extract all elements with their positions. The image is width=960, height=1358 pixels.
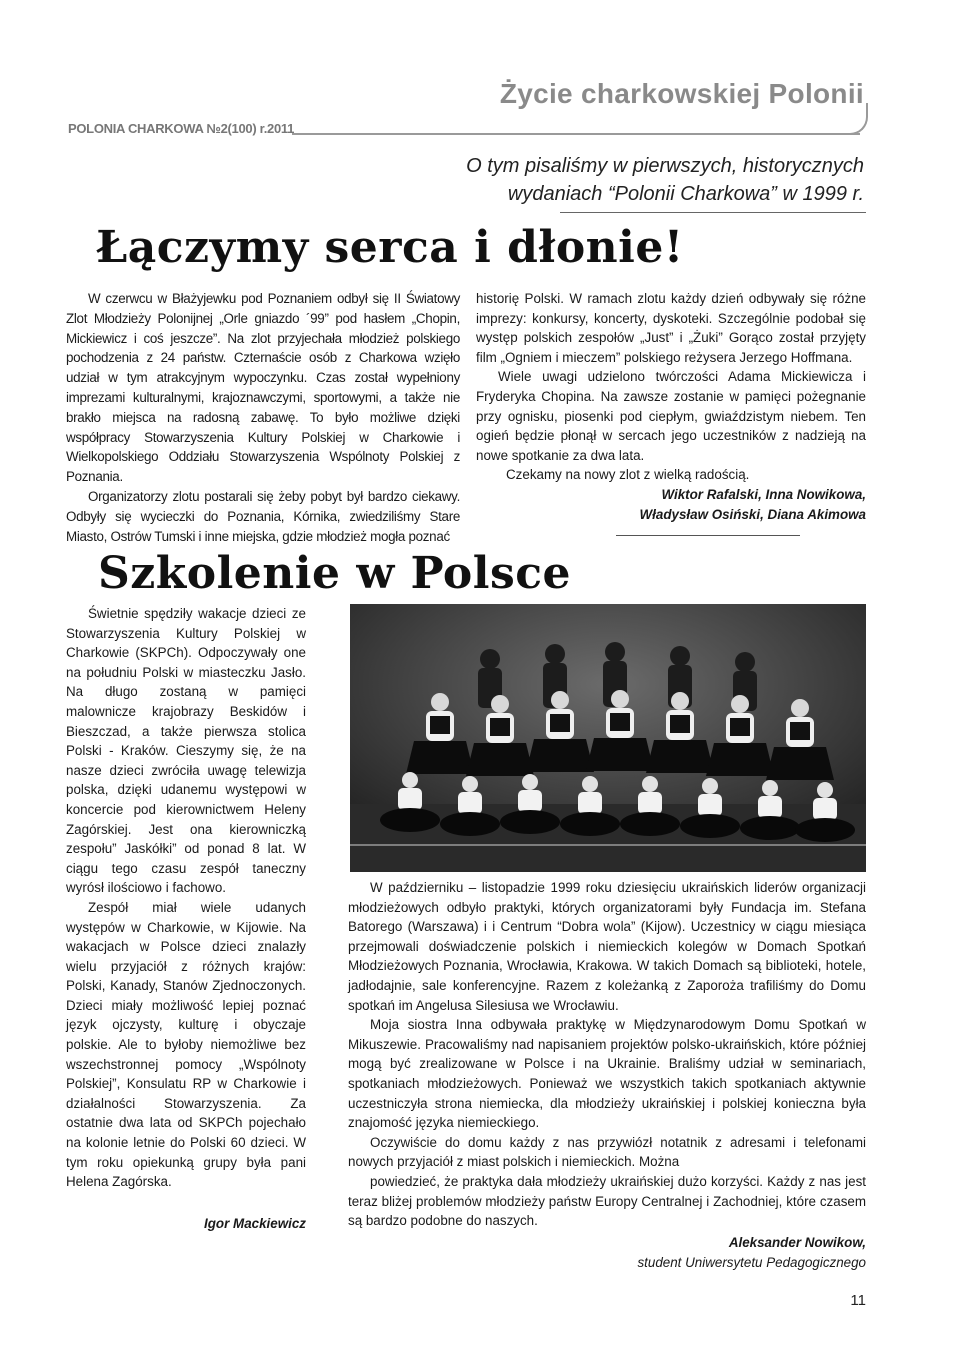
- article1-paragraph: Wiele uwagi udzielono twórczości Adama Mickiewicza i Fryderyka Chopina. Na zawsze zostanie w pamięci pożegnanie przy ognisku, piosenki pod ciepłym, gwiaździstym niebem. Ten ogień będzie płonął w sercach jego uczestników z nadzieją na nowe spotkanie za dwa lata.: [476, 369, 866, 463]
- article3-paragraph: W październiku – listopadzie 1999 roku dziesięciu ukraińskich liderów organizacji młodzieżowych odbyło praktyki, których organizatorami były Fundacja im. Stefana Batorego (Warszawa) i i Centrum “Dobra wola” (Kijow). Uczestnicy w ciągu miesiąca przejmowali doświadczenie polskich i niemieckich kolegów w Domach Spotkań Młodzieżowych Poznania, Wrocławia, Krakowa. W takich Domach są biblioteki, hotele, jadłodajnie, sale konferencyjne. Razem z koleżanką z Zaporoża trafiliśmy do Domu spotkań im Angelusa Silesiusa we Wrocławiu.: [348, 880, 866, 1013]
- article1-right-column: [476, 289, 866, 525]
- article2-title: Szkolenie w Polsce: [98, 548, 572, 599]
- article1-paragraph: historię Polski. W ramach zlotu każdy dzień odbywały się różne imprezy: konkursy, koncerty, dyskoteki. Szczególnie podobał się występ polskich zespołów „Just” i „Żuki” Gorąco został przyjęty film „Ogniem i mieczem” polskiego reżysera Jerzego Hoffmana.: [476, 291, 866, 365]
- article3-paragraph: Oczywiście do domu każdy z nas przywiózł notatnik z adresami i telefonami nowych przyjaciół z miast polskich i niemieckich. Można: [348, 1134, 866, 1170]
- article2-paragraph: Zespół miał wiele udanych występów w Charkowie, w Kijowie. Na wakacjach w Polsce dzieci znalazły wielu przyjaciół z różnych krajów: Polski, Kanady, Stanów Zjednoczonych. Dzieci miały możliwość lepiej poznać język ojczysty, kulturę i obyczaje polskie. Ale to byłoby niemożliwe bez wszechstronnej pomocy „Wspólnoty Polskiej”, Konsulatu RP w Charkowie i działalności Stowarzyszenia. Za ostatnie dwa lata od SKPCh pojechało na kolonie letnie do Polski 60 dzieci. W tym roku opiekunką grupy była pani Helena Zagórska.: [66, 899, 306, 1190]
- article3-signature-name: Aleksander Nowikow,: [728, 1234, 866, 1250]
- article3-column: [348, 878, 866, 1273]
- subheading: O tym pisaliśmy w pierwszych, historycznych wydaniach “Polonii Charkowa” w 1999 r.: [466, 155, 864, 205]
- page-number: 11: [850, 1292, 866, 1309]
- article1-title: Łączymy serca i dłonie!: [96, 222, 684, 273]
- article1-end-rule: [616, 535, 800, 536]
- section-title: Życie charkowskiej Polonii: [499, 78, 864, 109]
- header-rule: [292, 133, 860, 135]
- article2-signature: Igor Mackiewicz: [204, 1216, 306, 1231]
- article3-paragraph: powiedzieć, że praktyka dała młodzieży ukraińskiej dużo korzyści. Każdy z nas jest teraz bliżej problemów młodzieży państw Europy Centralnej i Zachodniej, które czasem są bardzo podobne do naszych.: [348, 1173, 866, 1229]
- article2-paragraph: Świetnie spędziły wakacje dzieci ze Stowarzyszenia Kultury Polskiej w Charkowie (SKPCh). Odpoczywały one na południu Polski w miasteczku Jasło. Na długo zostaną w pamięci malownicze krajobrazy Beskidów i Bieszczad, a także pierwsza stolica Polski - Kraków. Cieszymy się, że na nasze dzieci zwróciła uwagę telewizja polska, dzięki udanemu występowi w koncercie pod kierownictwem Heleny Zagórskiej. Jest ona kierowniczką zespołu” Jaskółki” od ponad 8 lat. W ciągu tego czasu zespół taneczny wyrósł ilościowo i fachowo.: [66, 606, 306, 896]
- article3-signature-role: student Uniwersytetu Pedagogicznego: [637, 1254, 866, 1270]
- article1-paragraph: Organizatorzy zlotu postarali się żeby pobyt był bardzo ciekawy. Odbyły się wycieczki do Poznania, Kórnika, zwiedziliśmy Stare Miasto, Ostrów Tumski i inne miejska, gdzie młodzież mogła poznać: [66, 488, 460, 544]
- group-photo-illustration: [350, 604, 866, 872]
- article1-paragraph: Czekamy na nowy zlot z wielką radością.: [506, 467, 750, 483]
- header-rule-corner: [840, 103, 868, 135]
- article1-left-column: [66, 289, 460, 546]
- article3-paragraph: Moja siostra Inna odbywała praktykę w Międzynarodowym Domu Spotkań w Mikuszewie. Pracowaliśmy nad napisaniem projektów polsko-ukraińskich, które później mogą być zrealizowane w Polsce i na Ukrainie. Braliśmy udział w seminariach, spotkaniach młodzieżowych. Ponieważ we wszystkich takich spotkaniach aktywnie uczestniczyła strona niemiecka, dla młodzieży ukraińskiej i polskiej konieczna była znajomość języka niemieckiego.: [348, 1017, 866, 1131]
- article2-column: [66, 604, 306, 1192]
- journal-issue-label: POLONIA CHARKOWA №2(100) r.2011: [68, 121, 295, 136]
- article1-signature-line1: Wiktor Rafalski, Inna Nowikowa,: [661, 486, 866, 502]
- article1-signature-line2: Władysław Osiński, Diana Akimowa: [639, 506, 866, 522]
- subheading-rule: [560, 212, 866, 213]
- article1-paragraph: W czerwcu w Błażyjewku pod Poznaniem odbył się II Światowy Zlot Młodzieży Polonijnej „Orle gniazdo ´99” pod hasłem „Chopin, Mickiewicz i coś jeszcze”. Na zlot przyjechała młodzież polskiego pochodzenia z 24 państw. Czternaście osób z Charkowa wzięło udział w tym atrakcyjnym wypoczynku. Czas został wypełniony imprezami kulturalnymi, krajoznawczymi, sportowymi, a także nie brakło miejsca na radosną zabawę. To było możliwe dzięki współpracy Stowarzyszenia Kultury Polskiej w Charkowie i Wielkopolskiego Oddziału Stowarzyszenia Wspólnoty Polskiej z Poznania.: [66, 291, 460, 485]
- group-photo: [350, 604, 866, 872]
